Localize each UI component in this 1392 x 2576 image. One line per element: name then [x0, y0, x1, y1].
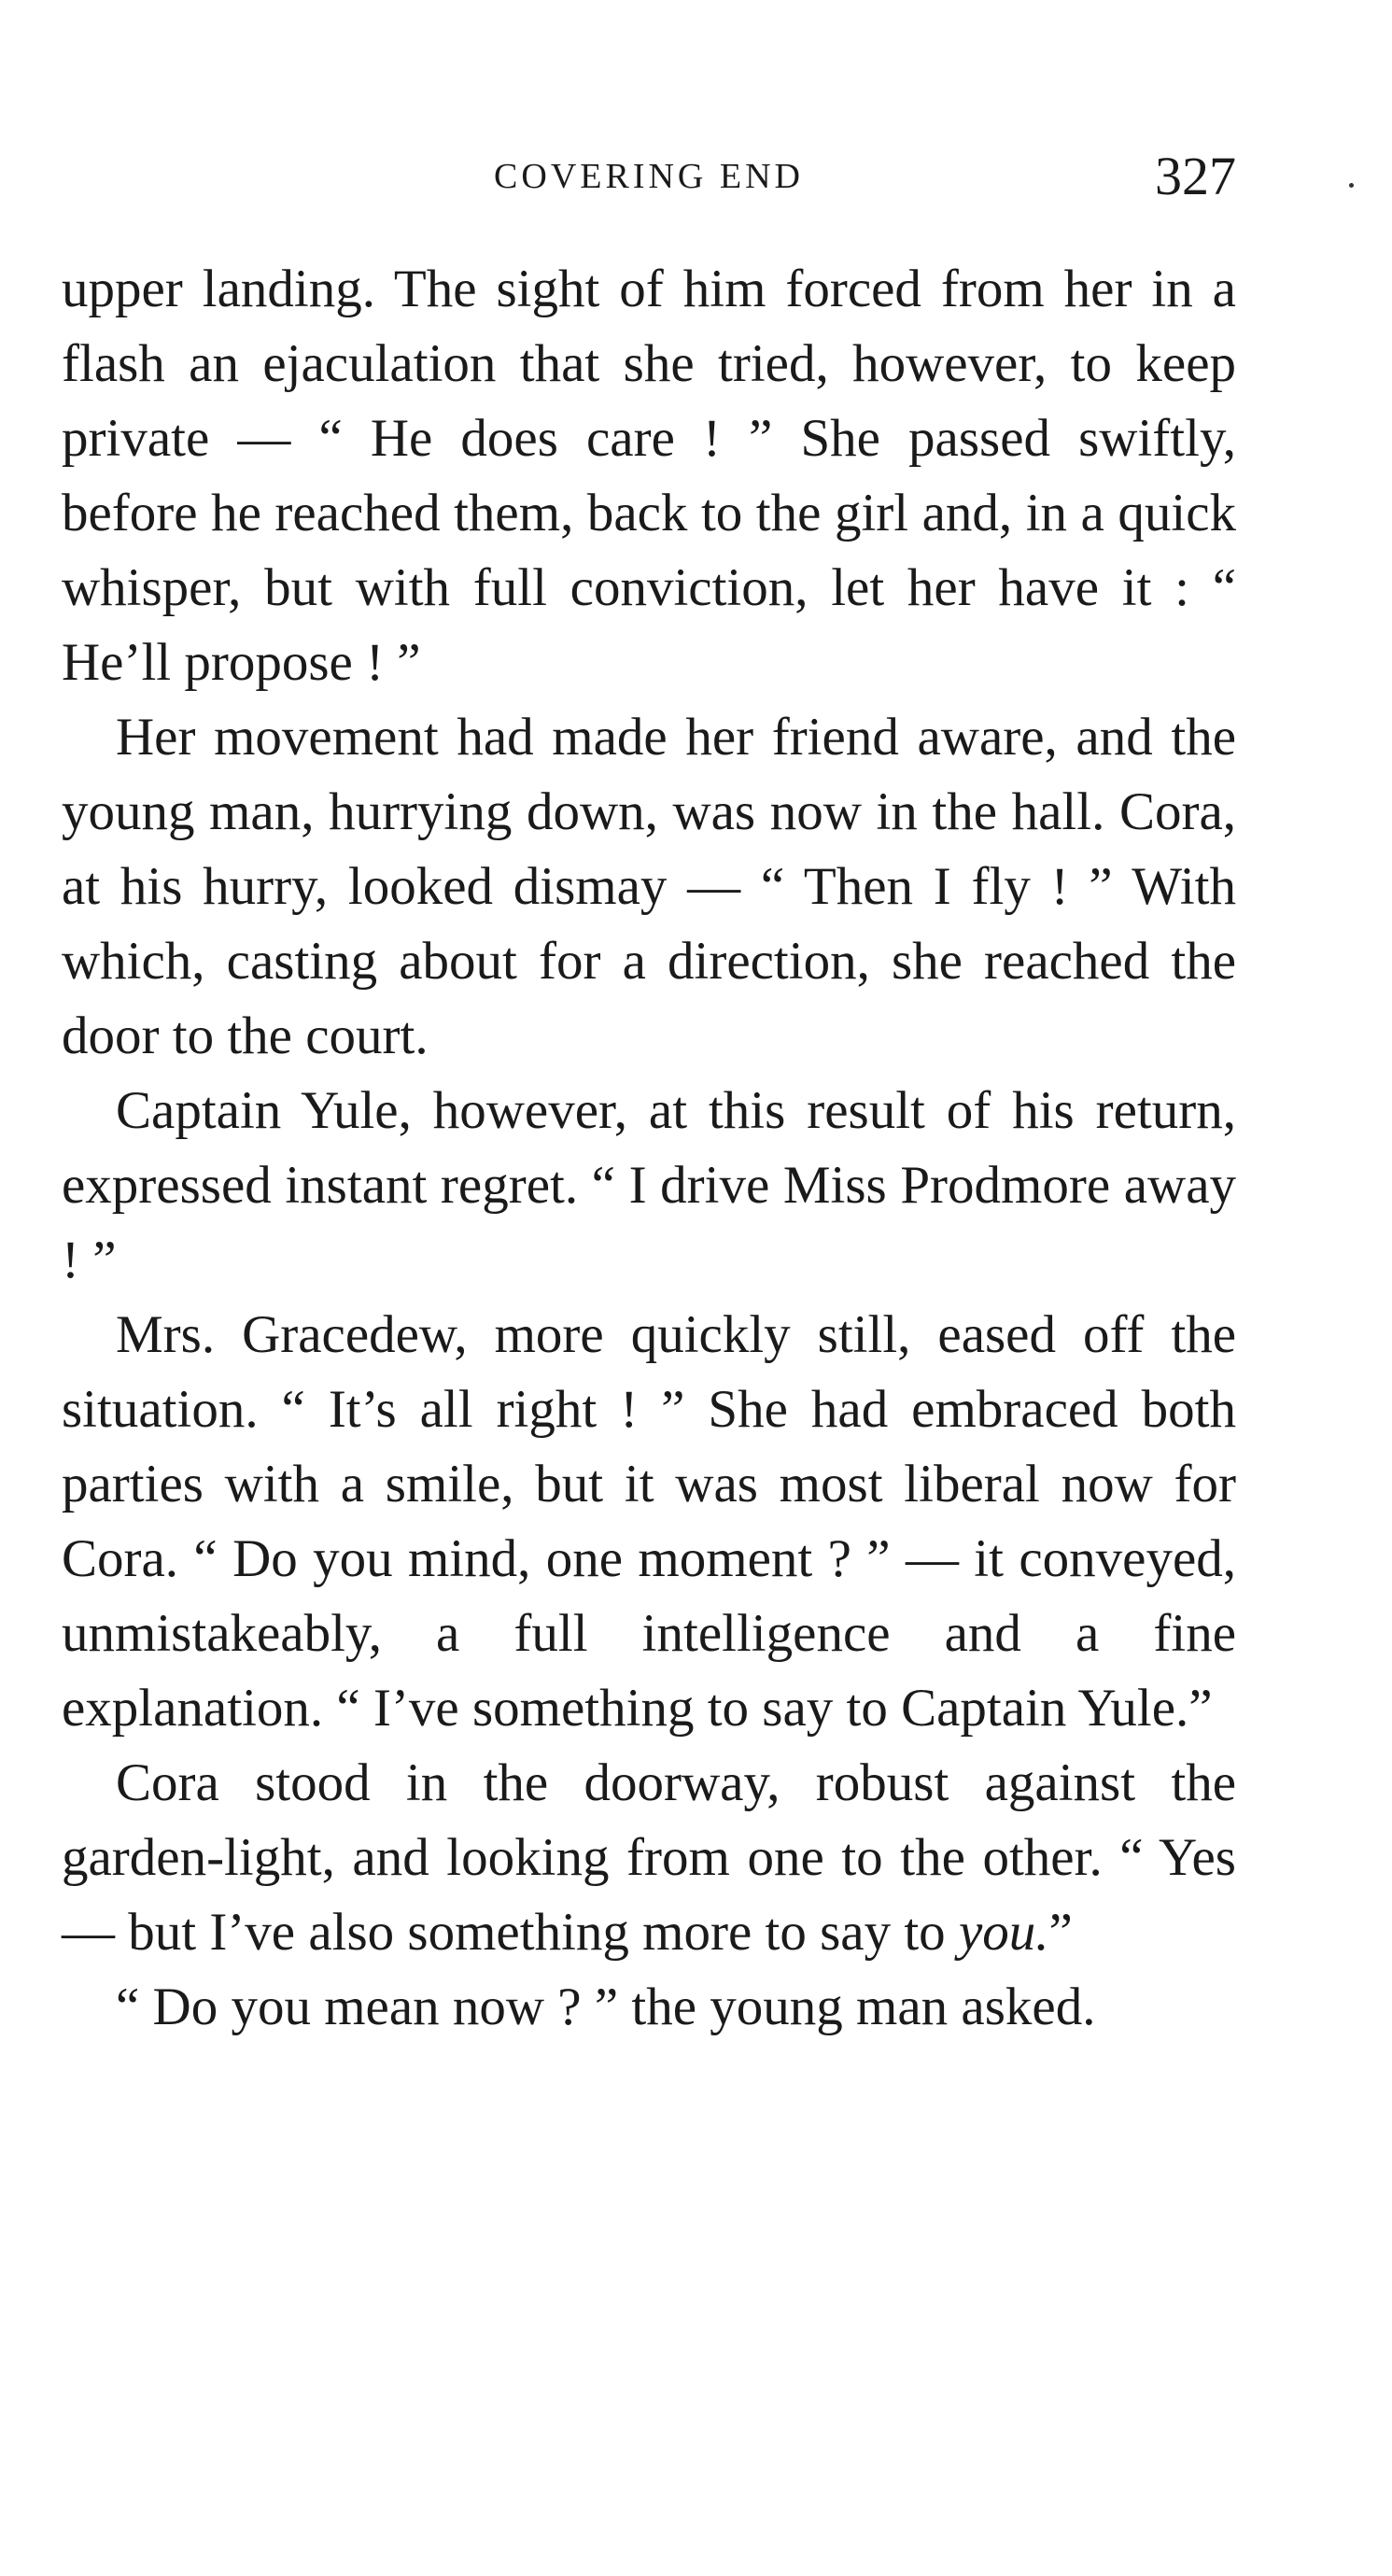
ink-speck [1349, 183, 1354, 188]
body-text [62, 252, 1236, 2045]
paragraph: Captain Yule, however, at this result of his return, expressed instant regret. “ I drive Miss Prodmore away ! ” [62, 1081, 1236, 1289]
paragraph: Her movement had made her friend aware, and the young man, hurrying down, was now in the hall. Cora, at his hurry, looked dismay — “ Then I fly ! ” With which, casting about for a direction, she reached the door to the court. [62, 708, 1236, 1065]
paragraph-text: Cora stood in the doorway, robust against the garden-light, and looking from one to the other. “ Yes — but I’ve also something more to say to [62, 1753, 1236, 1962]
paragraph [62, 1746, 1236, 1970]
running-title: COVERING END [494, 157, 804, 196]
closing-quote: ” [1048, 1903, 1073, 1962]
running-head [62, 145, 1236, 210]
page-number: 327 [1155, 146, 1236, 206]
paragraph: Mrs. Gracedew, more quickly still, eased off the situation. “ It’s all right ! ” She had embraced both parties with a smile, but it was most liberal now for Cora. “ Do you mind, one moment ? ” — it conveyed, unmistakeably, a full intelligence and a fine explanation. “ I’ve something to say to Captain Yule.” [62, 1305, 1236, 1738]
emphasis-word: you. [958, 1903, 1049, 1962]
paragraph: upper landing. The sight of him forced from her in a flash an ejaculation that she tried, however, to keep private — “ He does care ! ” She passed swiftly, before he reached them, back to the girl and, in a quick whisper, but with full conviction, let her have it : “ He’ll propose ! ” [62, 260, 1236, 692]
paragraph: “ Do you mean now ? ” the young man asked. [116, 1978, 1096, 2036]
